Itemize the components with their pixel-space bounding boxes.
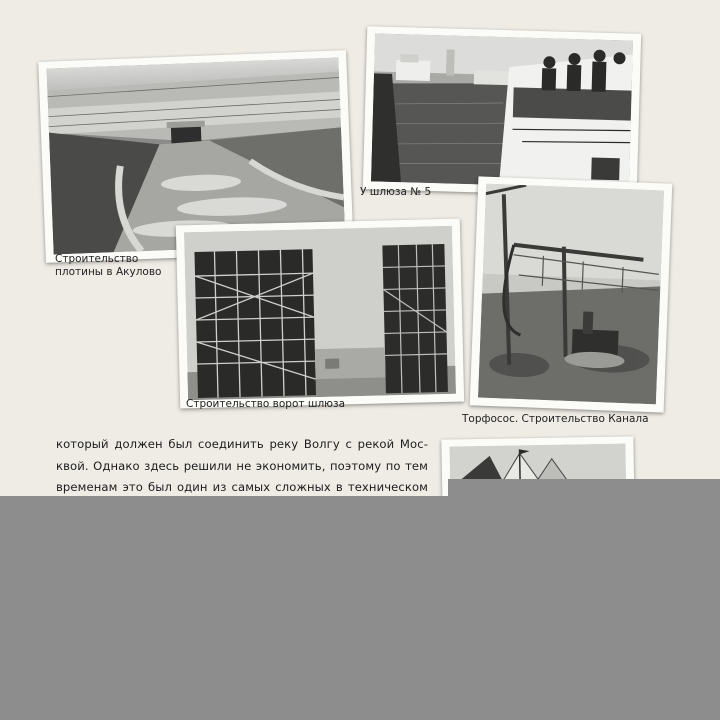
photo-peat-pump bbox=[470, 176, 673, 412]
gray-overlay-panel bbox=[0, 496, 720, 720]
lock-photo-image bbox=[371, 33, 633, 188]
caption-dam-line1: Строительство bbox=[55, 253, 139, 265]
photo-lock-5 bbox=[363, 26, 641, 197]
caption-dam-construction bbox=[55, 253, 185, 279]
photo-gate-construction bbox=[176, 219, 464, 409]
body-line-3: временам это был один из самых сложных в техническом bbox=[56, 480, 428, 494]
gray-overlay-top bbox=[448, 479, 720, 497]
caption-peat-pump: Торфосос. Строительство Канала bbox=[462, 413, 649, 425]
body-paragraph bbox=[56, 434, 428, 499]
caption-dam-line2: плотины в Акулово bbox=[55, 266, 162, 278]
caption-lock-5: У шлюза № 5 bbox=[360, 186, 432, 198]
gate-photo-image bbox=[184, 226, 456, 400]
caption-gate-construction: Строительство ворот шлюза bbox=[186, 398, 346, 410]
pump-photo-image bbox=[478, 184, 664, 405]
body-line-2: квой. Однако здесь решили не экономить, поэтому по тем bbox=[56, 458, 428, 473]
body-line-1: который должен был соединить реку Волгу с рекой Мос- bbox=[56, 437, 428, 451]
